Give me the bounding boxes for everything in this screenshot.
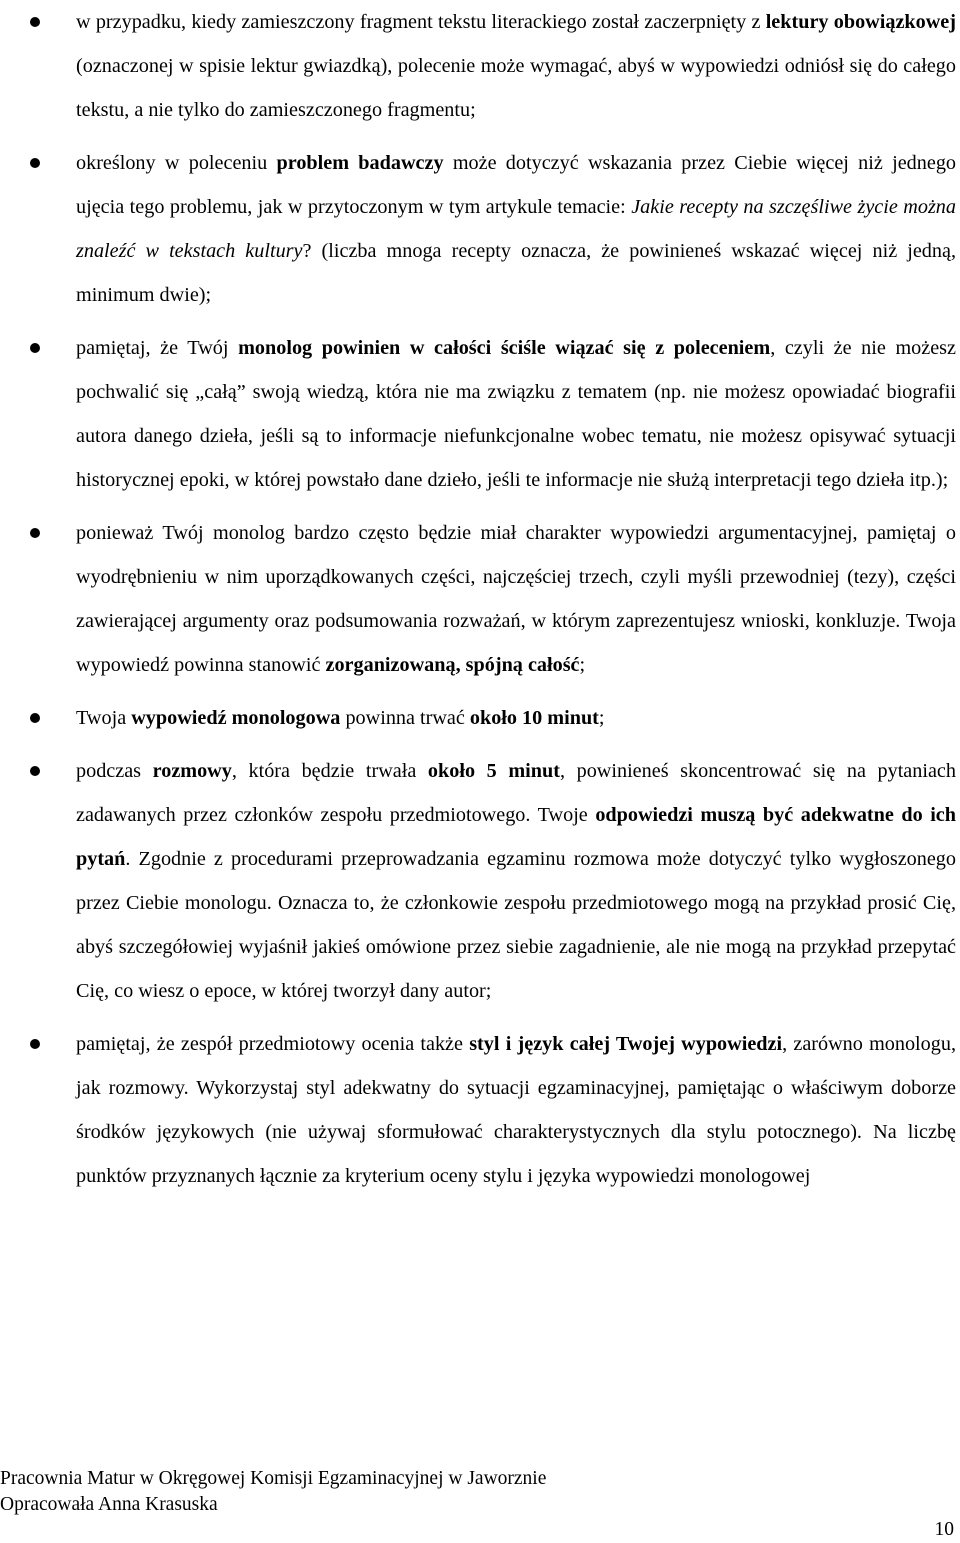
bullet-text <box>76 11 956 121</box>
text-segment: ? (liczba mnoga recepty oznacza, że powinieneś wskazać więcej niż jedną, minimum dwie); <box>76 240 957 306</box>
footer-institution: Pracownia Matur w Okręgowej Komisji Egzaminacyjnej w Jaworznie <box>0 1468 547 1489</box>
bullet-text <box>76 152 956 306</box>
italic-text: Jakie recepty na szczęśliwe życie można znaleźć w tekstach kultury <box>76 196 956 262</box>
bold-text: rozmowy <box>152 760 232 782</box>
text-segment: , powinieneś skoncentrować się na pytaniach zadawanych przez członków zespołu przedmiotowego. Twoje <box>76 760 956 826</box>
list-item <box>0 1022 956 1198</box>
bullet-text <box>76 522 956 676</box>
bullet-icon <box>30 528 40 538</box>
list-item <box>0 326 956 502</box>
bullet-text <box>76 337 956 491</box>
bullet-icon <box>30 713 40 723</box>
text-segment: pamiętaj, że Twój <box>76 337 239 359</box>
bold-text: około 5 minut <box>427 760 560 782</box>
text-segment: podczas <box>76 760 153 782</box>
text-segment: ponieważ Twój monolog bardzo często będzie miał charakter wypowiedzi argumentacyjnej, pamiętaj o wyodrębnieniu w nim uporządkowanych części, najczęściej trzech, czyli myśli przewodniej (tezy), części zawierającej argumenty oraz podsumowania rozważań, w którym zaprezentujesz wnioski, konkluzje. Twoja wypowiedź powinna stanowić <box>76 522 956 676</box>
bold-text: około 10 minut <box>469 707 599 729</box>
bullet-text <box>76 760 956 1002</box>
bold-text: zorganizowaną, spójną całość <box>325 654 580 676</box>
text-segment: , zarówno monologu, jak rozmowy. Wykorzystaj styl adekwatny do sytuacji egzaminacyjnej, pamiętając o właściwym doborze środków językowych (nie używaj sformułować charakterystycznych dla stylu potocznego). Na liczbę punktów przyznanych łącznie za kryterium oceny stylu i języka wypowiedzi monologowej <box>76 1033 956 1187</box>
text-segment: może dotyczyć wskazania przez Ciebie więcej niż jednego ujęcia tego problemu, jak w przytoczonym w tym artykule temacie: <box>76 152 957 218</box>
bullet-icon <box>30 158 40 168</box>
text-segment: , która będzie trwała <box>231 760 428 782</box>
bullet-text <box>76 707 605 729</box>
bold-text: lektury obowiązkowej <box>765 11 956 33</box>
list-item <box>0 696 956 740</box>
list-item <box>0 0 956 132</box>
text-segment: ; <box>598 707 605 729</box>
text-segment: . Zgodnie z procedurami przeprowadzania egzaminu rozmowa może dotyczyć tylko wygłoszonego przez Ciebie monologu. Oznacza to, że członkowie zespołu przedmiotowego mogą na przykład prosić Cię, abyś szczegółowiej wyjaśnił jakieś omówione przez siebie zagadnienie, ale nie mogą na przykład przepytać Cię, co wiesz o epoce, w której tworzył dany autor; <box>76 848 956 1002</box>
text-segment: pamiętaj, że zespół przedmiotowy ocenia także <box>76 1033 470 1055</box>
text-segment: , czyli że nie możesz pochwalić się „całą” swoją wiedzą, która nie ma związku z tematem (np. nie możesz opowiadać biografii autora danego dzieła, jeśli są to informacje niefunkcjonalne wobec tematu, nie możesz opisywać sytuacji historycznej epoki, w której powstało dane dzieło, jeśli te informacje nie służą interpretacji tego dzieła itp.); <box>76 337 956 491</box>
bold-text: problem badawczy <box>276 152 444 174</box>
bullet-text <box>76 1033 956 1187</box>
text-segment: (oznaczonej w spisie lektur gwiazdką), polecenie może wymagać, abyś w wypowiedzi odniósł się do całego tekstu, a nie tylko do zamieszczonego fragmentu; <box>76 55 956 121</box>
page-number: 10 <box>934 1519 954 1540</box>
bold-text: monolog powinien w całości ściśle wiązać się z poleceniem <box>238 337 771 359</box>
list-item <box>0 511 956 687</box>
text-segment: ; <box>579 654 586 676</box>
text-segment: Twoja <box>76 707 132 729</box>
page-footer <box>0 1466 546 1518</box>
text-segment: powinna trwać <box>340 707 470 729</box>
list-item <box>0 749 956 1013</box>
bullet-icon <box>30 766 40 776</box>
footer-author: Opracowała Anna Krasuska <box>0 1494 218 1515</box>
bullet-icon <box>30 17 40 27</box>
bullet-icon <box>30 1039 40 1049</box>
bold-text: wypowiedź monologowa <box>131 707 341 729</box>
bullet-icon <box>30 343 40 353</box>
bold-text: odpowiedzi muszą być adekwatne do ich pytań <box>76 804 956 870</box>
list-item <box>0 141 956 317</box>
text-segment: w przypadku, kiedy zamieszczony fragment tekstu literackiego został zaczerpnięty z <box>76 11 766 33</box>
text-segment: określony w poleceniu <box>76 152 277 174</box>
bold-text: styl i język całej Twojej wypowiedzi <box>469 1033 783 1055</box>
